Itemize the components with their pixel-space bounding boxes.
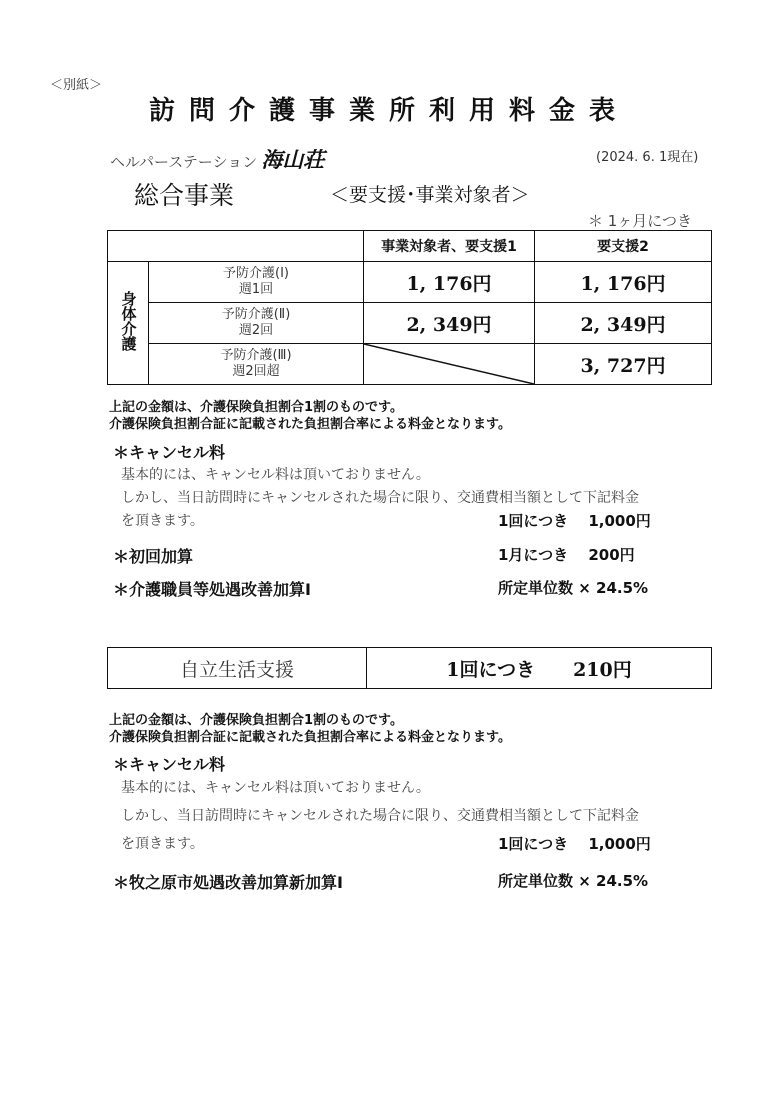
service-name: 予防介護(Ⅱ) [221, 307, 291, 322]
cancel-text: を頂きます。 [121, 836, 204, 852]
improvement-addition-heading: ＊牧之原市処遇改善加算新加算Ⅰ [113, 873, 343, 892]
improvement-addition-heading: ＊介護職員等処遇改善加算Ⅰ [113, 580, 311, 599]
table-row [108, 344, 712, 385]
service-frequency: 週2回 [238, 323, 274, 338]
service-frequency: 週2回超 [232, 364, 280, 379]
table-row [108, 648, 712, 689]
not-applicable-cell [364, 344, 535, 385]
category-cell [108, 262, 149, 385]
improvement-addition-fee: 所定単位数 × 24.5% [498, 872, 649, 890]
initial-addition-fee: 1月につき 200円 [498, 546, 635, 564]
cancel-text: しかし、当日訪問時にキャンセルされた場合に限り、交通費相当額として下記料金 [121, 490, 639, 506]
initial-addition-heading: ＊初回加算 [113, 547, 194, 566]
improvement-addition-fee: 所定単位数 × 24.5% [498, 579, 649, 597]
annex-label: ＜別紙＞ [50, 78, 103, 93]
note-line: 上記の金額は、介護保険負担割合1割のものです。 [109, 713, 404, 728]
page-title: 訪問介護事業所利用料金表 [148, 96, 629, 126]
as-of-date: (2024. 6. 1現在) [596, 150, 699, 165]
per-month-note: ＊ 1ヶ月につき [588, 212, 693, 230]
service-cell [149, 262, 364, 303]
table-row [108, 303, 712, 344]
amount-col2: 3, 727円 [535, 344, 712, 385]
note-line: 上記の金額は、介護保険負担割合1割のものです。 [109, 400, 404, 415]
diagonal-line [364, 344, 534, 384]
cancel-heading: ＊キャンセル料 [113, 755, 226, 774]
section1-title: 総合事業 [134, 181, 235, 210]
header-col2: 要支援2 [535, 231, 712, 262]
service-cell [149, 344, 364, 385]
amount-col2: 1, 176円 [535, 262, 712, 303]
cancel-text: を頂きます。 [121, 513, 204, 529]
cancel-fee: 1回につき 1,000円 [498, 512, 651, 530]
header-col1: 事業対象者、要支援1 [364, 231, 535, 262]
table-row [108, 262, 712, 303]
station-name [110, 144, 324, 174]
service-label: 自立生活支援 [108, 648, 367, 689]
note-line: 介護保険負担割合証に記載された負担割合率による料金となります。 [109, 730, 511, 745]
station-prefix: ヘルパーステーション [110, 153, 258, 171]
table-header-row [108, 231, 712, 262]
fee-table [107, 230, 712, 385]
independence-support-table [107, 647, 712, 689]
amount-col1: 1, 176円 [364, 262, 535, 303]
note-line: 介護保険負担割合証に記載された負担割合率による料金となります。 [109, 417, 511, 432]
service-frequency: 週1回 [238, 282, 274, 297]
category-label: 身体介護 [119, 290, 138, 351]
service-cell [149, 303, 364, 344]
cancel-text: しかし、当日訪問時にキャンセルされた場合に限り、交通費相当額として下記料金 [121, 808, 639, 824]
service-fee: 1回につき 210円 [367, 648, 712, 689]
service-name: 予防介護(Ⅰ) [223, 266, 289, 281]
cancel-heading: ＊キャンセル料 [113, 443, 226, 462]
cancel-fee: 1回につき 1,000円 [498, 835, 651, 853]
service-name: 予防介護(Ⅲ) [220, 348, 292, 363]
amount-col2: 2, 349円 [535, 303, 712, 344]
amount-col1: 2, 349円 [364, 303, 535, 344]
station-brand-name: 海山荘 [261, 147, 325, 172]
cancel-text: 基本的には、キャンセル料は頂いておりません。 [121, 780, 430, 796]
cancel-text: 基本的には、キャンセル料は頂いておりません。 [121, 467, 430, 483]
header-blank-cell [108, 231, 364, 262]
section1-subtitle: ＜要支援･事業対象者＞ [330, 184, 530, 206]
